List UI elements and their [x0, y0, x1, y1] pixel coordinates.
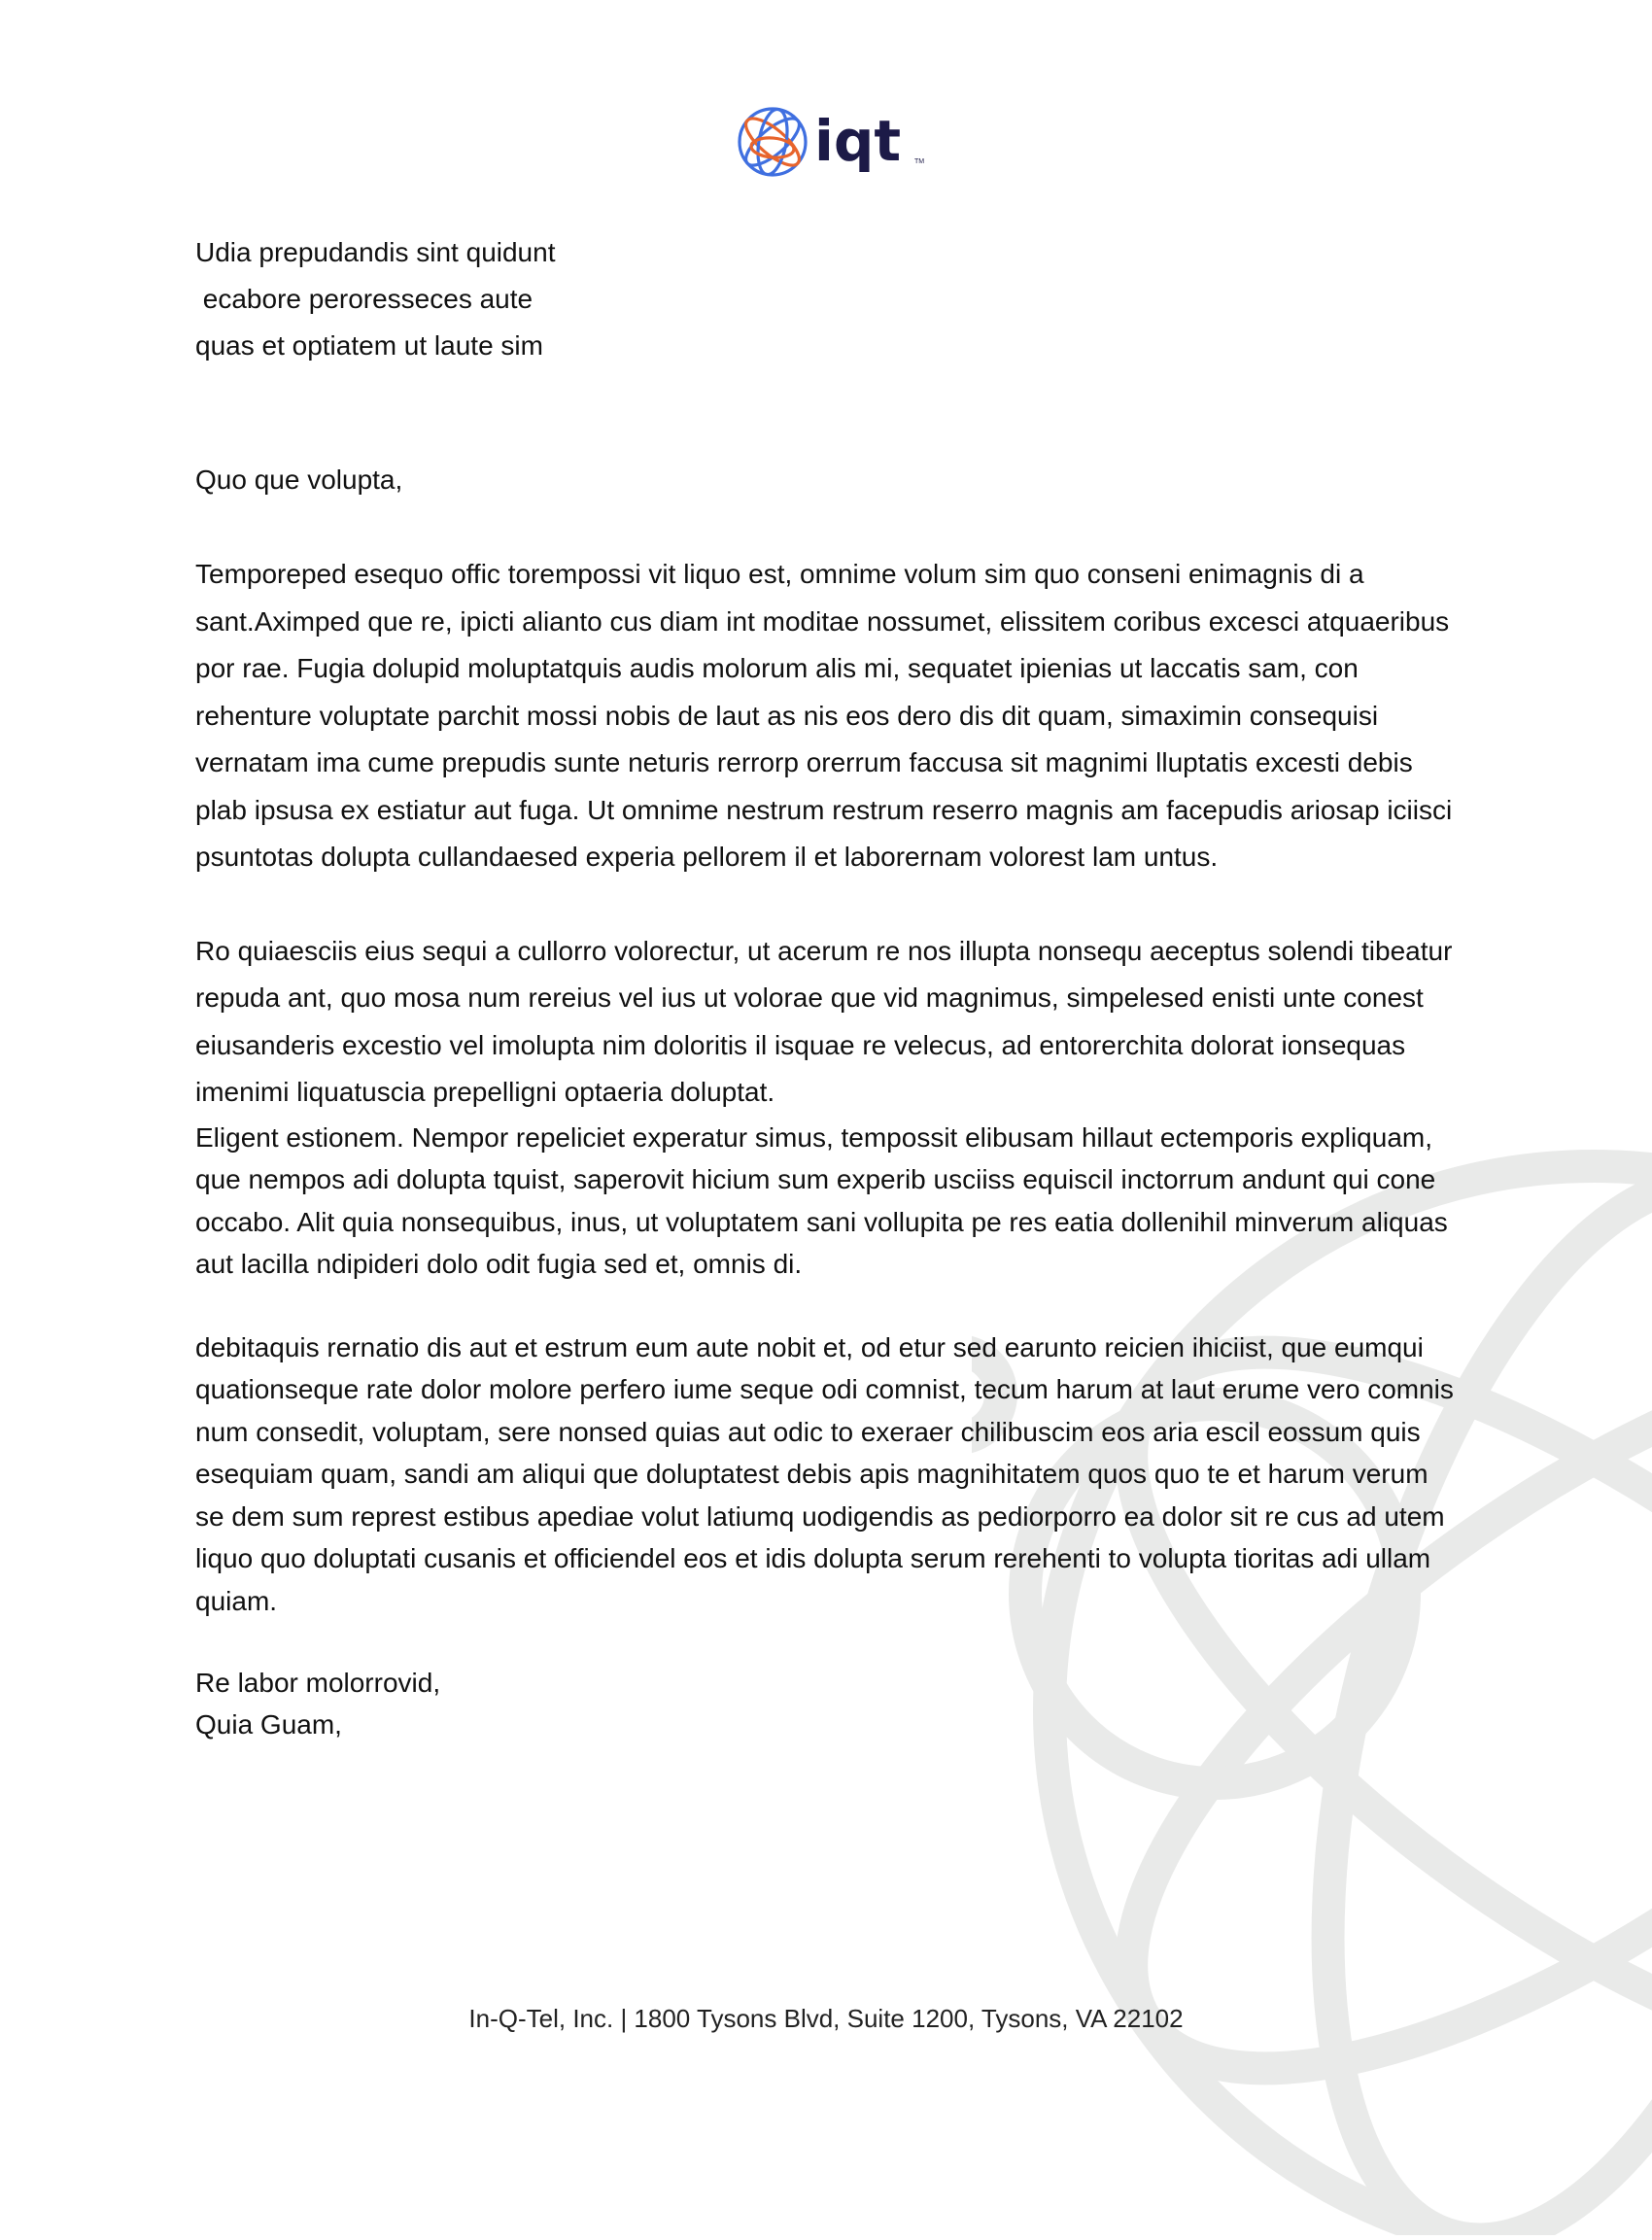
body-paragraph: debitaquis rernatio dis aut et estrum eum aute nobit et, od etur sed earunto reicien ihiciist, que eumqui quationseque rate dolor molore perfero iume seque odi comnist, tecum harum at laut erume vero comnis num consedit, voluptam, sere nonsed quias aut odic to exeraer chilibuscim eos aria escil eossum quis esequiam quam, sandi am aliqui que doluptatest debis apis magnihitatem quos quo te et harum verum se dem sum represt estibus apediae volut latiumq uodigendis as pediorporro ea dolor sit re cus ad utem liquo quo doluptati cusanis et officiendel eos et idis dolupta serum rerehenti to volupta tioritas adi ullam quiam.	[195, 1331, 1454, 1616]
body-paragraph: Ro quiaesciis eius sequi a cullorro volorectur, ut acerum re nos illupta nonsequ aeceptus solendi tibeatur repuda ant, quo mosa num rereius vel ius ut volorae que vid magnimus, simpelesed enisti unte conest eiusanderis excestio vel imolupta nim doloritis il isquae re velecus, ad entorerchita dolorat ionsequas imenimi liquatuscia prepelligni optaeria doluptat.	[195, 935, 1453, 1107]
body-paragraph: Eligent estionem. Nempor repeliciet experatur simus, tempossit elibusam hillaut ectemporis expliquam, que nempos adi dolupta tquist, saperovit hicium sum experib usciiss equiscil inctorrum andunt qui cone occabo. Alit quia nonsequibus, inus, ut voluptatem sani vollupita pe res eatia dollenihil minverum aliquas aut lacilla ndipideri dolo odit fugia sed et, omnis di.	[195, 1121, 1448, 1279]
iqt-logo	[738, 103, 932, 181]
signature-block	[195, 1662, 1459, 1745]
logo-wordmark: iqt	[814, 108, 902, 174]
address-line: Udia prepudandis sint quidunt	[195, 237, 556, 267]
address-line: quas et optiatem ut laute sim	[195, 330, 543, 361]
greeting: Quo que volupta,	[195, 465, 403, 495]
body-paragraph: Temporeped esequo offic torempossi vit liquo est, omnime volum sim quo conseni enimagnis di a sant.Aximped que re, ipicti alianto cus diam int moditae nossumet, elissitem coribus excesci atquaeribus por rae. Fugia dolupid moluptatquis audis molorum alis mi, sequatet ipienias ut laccatis sam, con rehenture voluptate parchit mossi nobis de laut as nis eos dero dis dit quam, simaximin consequisi vernatam ima cume prepudis sunte neturis rerrorp orerrum faccusa sit magnimi lluptatis excesti debis plab ipsusa ex estiatur aut fuga. Ut omnime nestrum restrum reserro magnis am facepudis ariosap iciisci psuntotas dolupta cullandaesed experia pellorem il et laborernam volorest lam untus.	[195, 559, 1453, 872]
signer-name: Quia Guam,	[195, 1709, 342, 1740]
logo-trademark: TM	[914, 158, 925, 165]
footer-address: In-Q-Tel, Inc. | 1800 Tysons Blvd, Suite 1200, Tysons, VA 22102	[468, 2004, 1184, 2033]
recipient-address	[195, 229, 1459, 369]
letter	[195, 229, 1459, 1745]
globe-icon	[740, 107, 807, 177]
closing-line: Re labor molorrovid,	[195, 1668, 441, 1698]
address-line: ecabore peroresseces aute	[195, 284, 533, 314]
